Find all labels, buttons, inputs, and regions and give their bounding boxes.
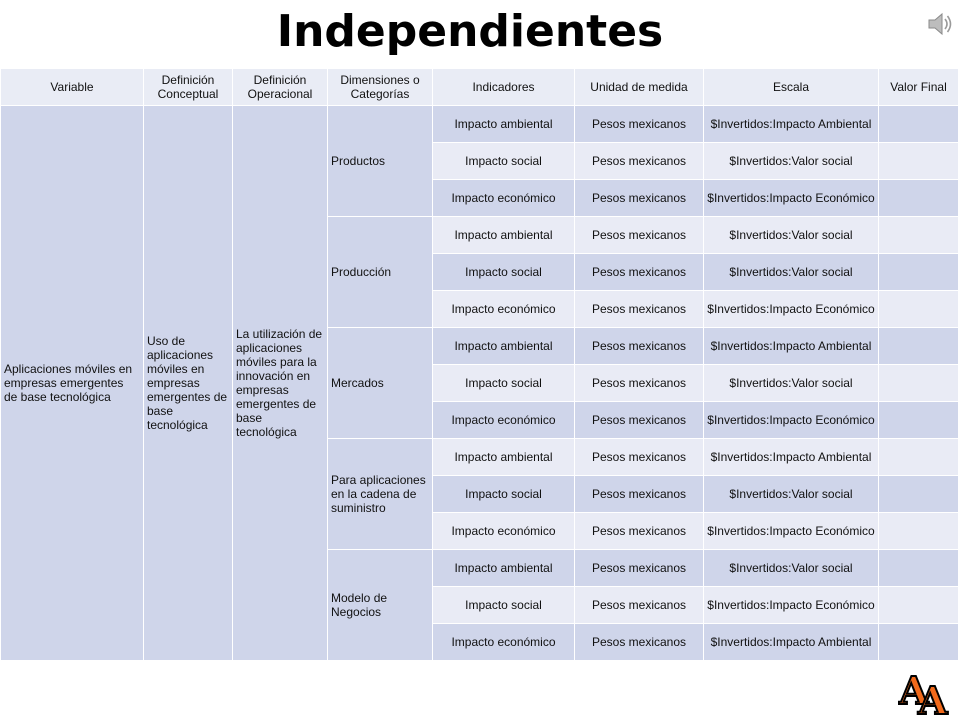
valor-final-cell [879, 587, 959, 624]
escala-cell: $Invertidos:Valor social [704, 143, 879, 180]
valor-final-cell [879, 106, 959, 143]
indicador-cell: Impacto ambiental [433, 328, 575, 365]
unidad-cell: Pesos mexicanos [575, 291, 704, 328]
header-escala: Escala [704, 69, 879, 106]
indicador-cell: Impacto económico [433, 402, 575, 439]
svg-text:A: A [899, 668, 929, 713]
unidad-cell: Pesos mexicanos [575, 328, 704, 365]
header-variable: Variable [1, 69, 144, 106]
unidad-cell: Pesos mexicanos [575, 365, 704, 402]
indicador-cell: Impacto económico [433, 624, 575, 661]
dimension-cell: Productos [328, 106, 433, 217]
table-row [1, 106, 959, 143]
escala-cell: $Invertidos:Impacto Económico [704, 402, 879, 439]
dimension-cell: Producción [328, 217, 433, 328]
indicador-cell: Impacto ambiental [433, 217, 575, 254]
unidad-cell: Pesos mexicanos [575, 254, 704, 291]
unidad-cell: Pesos mexicanos [575, 180, 704, 217]
escala-cell: $Invertidos:Valor social [704, 550, 879, 587]
aa-logo [898, 668, 950, 716]
escala-cell: $Invertidos:Valor social [704, 254, 879, 291]
def-operacional-cell: La utilización de aplicaciones móviles para la innovación en empresas emergentes de base tecnológica [233, 106, 328, 661]
escala-cell: $Invertidos:Impacto Económico [704, 180, 879, 217]
indicador-cell: Impacto social [433, 365, 575, 402]
svg-text:A: A [918, 678, 948, 716]
valor-final-cell [879, 143, 959, 180]
valor-final-cell [879, 217, 959, 254]
header-unidad: Unidad de medida [575, 69, 704, 106]
unidad-cell: Pesos mexicanos [575, 143, 704, 180]
indicador-cell: Impacto social [433, 254, 575, 291]
valor-final-cell [879, 439, 959, 476]
unidad-cell: Pesos mexicanos [575, 402, 704, 439]
escala-cell: $Invertidos:Impacto Económico [704, 587, 879, 624]
valor-final-cell [879, 402, 959, 439]
indicador-cell: Impacto ambiental [433, 106, 575, 143]
indicador-cell: Impacto ambiental [433, 439, 575, 476]
escala-cell: $Invertidos:Impacto Ambiental [704, 328, 879, 365]
unidad-cell: Pesos mexicanos [575, 550, 704, 587]
escala-cell: $Invertidos:Valor social [704, 365, 879, 402]
dimension-cell: Modelo de Negocios [328, 550, 433, 661]
escala-cell: $Invertidos:Valor social [704, 217, 879, 254]
valor-final-cell [879, 328, 959, 365]
header-dimensiones: Dimensiones o Categorías [328, 69, 433, 106]
unidad-cell: Pesos mexicanos [575, 439, 704, 476]
escala-cell: $Invertidos:Impacto Ambiental [704, 624, 879, 661]
valor-final-cell [879, 365, 959, 402]
unidad-cell: Pesos mexicanos [575, 587, 704, 624]
valor-final-cell [879, 476, 959, 513]
escala-cell: $Invertidos:Impacto Ambiental [704, 439, 879, 476]
header-def-conceptual: Definición Conceptual [144, 69, 233, 106]
valor-final-cell [879, 254, 959, 291]
header-indicadores: Indicadores [433, 69, 575, 106]
escala-cell: $Invertidos:Impacto Económico [704, 513, 879, 550]
escala-cell: $Invertidos:Valor social [704, 476, 879, 513]
valor-final-cell [879, 291, 959, 328]
valor-final-cell [879, 513, 959, 550]
indicador-cell: Impacto social [433, 143, 575, 180]
variable-cell: Aplicaciones móviles en empresas emergentes de base tecnológica [1, 106, 144, 661]
indicador-cell: Impacto económico [433, 180, 575, 217]
unidad-cell: Pesos mexicanos [575, 476, 704, 513]
header-def-operacional: Definición Operacional [233, 69, 328, 106]
escala-cell: $Invertidos:Impacto Económico [704, 291, 879, 328]
unidad-cell: Pesos mexicanos [575, 513, 704, 550]
def-conceptual-cell: Uso de aplicaciones móviles en empresas emergentes de base tecnológica [144, 106, 233, 661]
indicador-cell: Impacto económico [433, 513, 575, 550]
unidad-cell: Pesos mexicanos [575, 217, 704, 254]
indicador-cell: Impacto social [433, 476, 575, 513]
dimension-cell: Para aplicaciones en la cadena de suministro [328, 439, 433, 550]
slide-title: Independientes [276, 6, 664, 57]
unidad-cell: Pesos mexicanos [575, 624, 704, 661]
valor-final-cell [879, 550, 959, 587]
escala-cell: $Invertidos:Impacto Ambiental [704, 106, 879, 143]
valor-final-cell [879, 624, 959, 661]
speaker-icon[interactable] [926, 10, 954, 38]
valor-final-cell [879, 180, 959, 217]
indicador-cell: Impacto ambiental [433, 550, 575, 587]
indicador-cell: Impacto económico [433, 291, 575, 328]
table-header-row [1, 69, 959, 106]
header-valor-final: Valor Final [879, 69, 959, 106]
unidad-cell: Pesos mexicanos [575, 106, 704, 143]
dimension-cell: Mercados [328, 328, 433, 439]
indicador-cell: Impacto social [433, 587, 575, 624]
variables-table [0, 68, 959, 661]
